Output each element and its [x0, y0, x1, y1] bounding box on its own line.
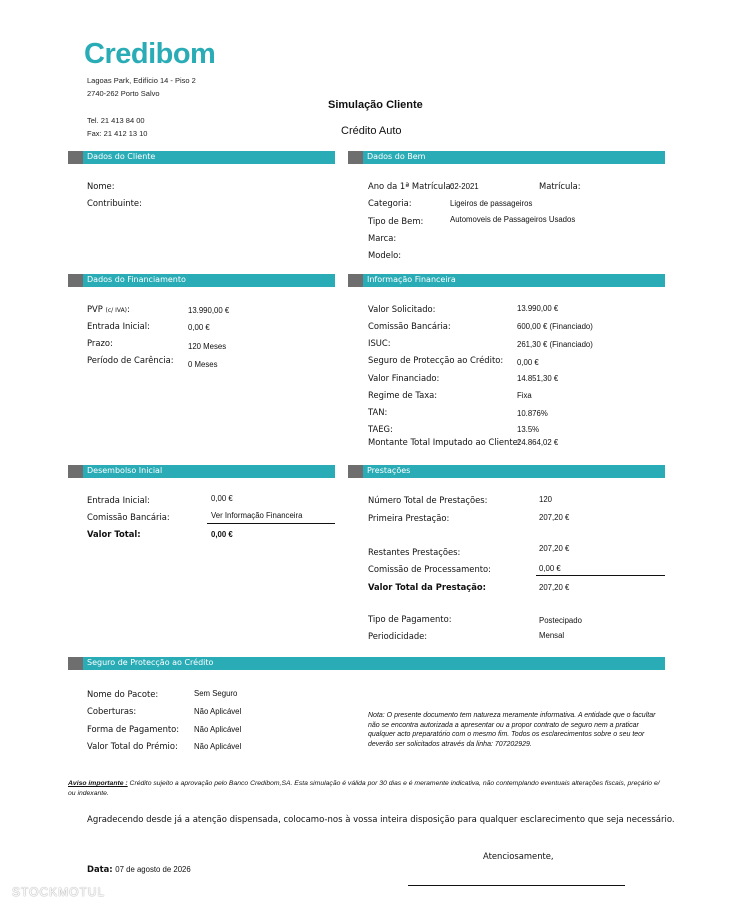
desembolso-comissao-value: Ver Informação Financeira: [211, 511, 303, 520]
regime-taxa-label: Regime de Taxa:: [368, 390, 438, 400]
phone: Tel. 21 413 84 00: [87, 116, 145, 125]
valor-premio-label: Valor Total do Prémio:: [87, 741, 178, 751]
taeg-label: TAEG:: [368, 424, 393, 434]
seguro-protecao-value: 0,00 €: [517, 358, 539, 367]
prazo-value: 120 Meses: [188, 342, 227, 351]
nome-label: Nome:: [87, 181, 115, 191]
tipo-bem-label: Tipo de Bem:: [368, 216, 424, 226]
document-title: Simulação Cliente: [328, 99, 423, 111]
valor-premio-value: Não Aplicável: [194, 742, 242, 751]
section-header-seguro: Seguro de Protecção ao Crédito: [68, 657, 665, 670]
section-header-info-financeira: Informação Financeira: [348, 274, 665, 287]
montante-total-label: Montante Total Imputado ao Cliente:: [368, 437, 521, 447]
section-header-prestacoes: Prestações: [348, 465, 665, 478]
pacote-label: Nome do Pacote:: [87, 689, 159, 699]
forma-pagamento-value: Não Aplicável: [194, 725, 242, 734]
numero-prestacoes-label: Número Total de Prestações:: [368, 495, 488, 505]
forma-pagamento-label: Forma de Pagamento:: [87, 724, 180, 734]
isuc-label: ISUC:: [368, 338, 391, 348]
address-line-1: Lagoas Park, Edifício 14 - Piso 2: [87, 76, 196, 85]
seguro-protecao-label: Seguro de Protecção ao Crédito:: [368, 355, 504, 365]
primeira-prestacao-value: 207,20 €: [539, 513, 570, 522]
pvp-label: PVP (c/ IVA):: [87, 304, 130, 314]
desembolso-total-label: Valor Total:: [87, 529, 141, 539]
desembolso-entrada-label: Entrada Inicial:: [87, 495, 150, 505]
valor-financiado-value: 14.851,30 €: [517, 374, 559, 383]
carencia-label: Período de Carência:: [87, 355, 174, 365]
agradecimento-text: Agradecendo desde já a atenção dispensada, colocamo-nos à vossa inteira disposição para qualquer esclarecimento que seja necessário.: [87, 815, 675, 825]
section-header-desembolso: Desembolso Inicial: [68, 465, 335, 478]
comissao-bancaria-value: 600,00 € (Financiado): [517, 322, 593, 331]
company-logo: Credibom: [84, 38, 216, 70]
section-header-bem: Dados do Bem: [348, 151, 665, 164]
coberturas-label: Coberturas:: [87, 706, 137, 716]
entrada-inicial-value: 0,00 €: [188, 323, 210, 332]
categoria-label: Categoria:: [368, 198, 412, 208]
data-field: Data: 07 de agosto de 2026: [87, 864, 191, 874]
matricula-label: Matrícula:: [539, 181, 581, 191]
desembolso-total-value: 0,00 €: [211, 530, 233, 539]
address-line-2: 2740-262 Porto Salvo: [87, 89, 160, 98]
pacote-value: Sem Seguro: [194, 689, 238, 698]
marca-label: Marca:: [368, 233, 397, 243]
entrada-inicial-label: Entrada Inicial:: [87, 321, 150, 331]
atenciosamente: Atenciosamente,: [483, 851, 554, 861]
section-header-cliente: Dados do Cliente: [68, 151, 335, 164]
ano-matricula-value: 02-2021: [450, 182, 479, 191]
categoria-value: Ligeiros de passageiros: [450, 199, 533, 208]
periodicidade-value: Mensal: [539, 631, 565, 640]
watermark: STOCKMOTUL: [12, 885, 106, 899]
fax: Fax: 21 412 13 10: [87, 129, 148, 138]
divider-line: [536, 575, 665, 576]
ano-matricula-label: Ano da 1ª Matrícula:: [368, 181, 454, 191]
tipo-pagamento-label: Tipo de Pagamento:: [368, 614, 452, 624]
comissao-processamento-label: Comissão de Processamento:: [368, 564, 491, 574]
numero-prestacoes-value: 120: [539, 495, 553, 504]
document-subtitle: Crédito Auto: [341, 125, 402, 137]
prazo-label: Prazo:: [87, 338, 113, 348]
insurance-note: Nota: O presente documento tem natureza meramente informativa. A entidade que o facultar não se encontra autorizada a apresentar ou a propor contrato de seguro nem a praticar qualquer acto preparatório com o mesmo fim. Todos os esclarecimentos sobre o seu teor deverão ser solicitados através da linha: 707202929.: [368, 712, 656, 748]
comissao-processamento-value: 0,00 €: [539, 564, 561, 573]
valor-solicitado-value: 13.990,00 €: [517, 304, 559, 313]
desembolso-comissao-label: Comissão Bancária:: [87, 512, 170, 522]
contribuinte-label: Contribuinte:: [87, 198, 142, 208]
comissao-bancaria-label: Comissão Bancária:: [368, 321, 451, 331]
desembolso-entrada-value: 0,00 €: [211, 494, 233, 503]
restantes-prestacoes-label: Restantes Prestações:: [368, 547, 461, 557]
total-prestacao-value: 207,20 €: [539, 583, 570, 592]
carencia-value: 0 Meses: [188, 360, 218, 369]
signature-line: [408, 885, 625, 886]
section-header-financiamento: Dados do Financiamento: [68, 274, 335, 287]
isuc-value: 261,30 € (Financiado): [517, 340, 593, 349]
pvp-value: 13.990,00 €: [188, 306, 230, 315]
tipo-bem-value: Automoveis de Passageiros Usados: [450, 215, 576, 224]
regime-taxa-value: Fixa: [517, 391, 532, 400]
coberturas-value: Não Aplicável: [194, 707, 242, 716]
periodicidade-label: Periodicidade:: [368, 631, 428, 641]
total-prestacao-label: Valor Total da Prestação:: [368, 582, 487, 592]
taeg-value: 13.5%: [517, 425, 540, 434]
restantes-prestacoes-value: 207,20 €: [539, 544, 570, 553]
tan-label: TAN:: [368, 407, 388, 417]
primeira-prestacao-label: Primeira Prestação:: [368, 513, 450, 523]
tan-value: 10.876%: [517, 409, 548, 418]
aviso-importante: Aviso importante : Crédito sujeito a aprovação pelo Banco Credibom,SA. Esta simulação é válida por 30 dias e é meramente indicativa, não contemplando eventuais alterações fiscais, preçário e/ ou indexante.: [68, 780, 660, 797]
modelo-label: Modelo:: [368, 250, 402, 260]
montante-total-value: 24.864,02 €: [517, 438, 559, 447]
divider-line: [207, 523, 335, 524]
valor-solicitado-label: Valor Solicitado:: [368, 304, 436, 314]
tipo-pagamento-value: Postecipado: [539, 616, 582, 625]
valor-financiado-label: Valor Financiado:: [368, 373, 440, 383]
